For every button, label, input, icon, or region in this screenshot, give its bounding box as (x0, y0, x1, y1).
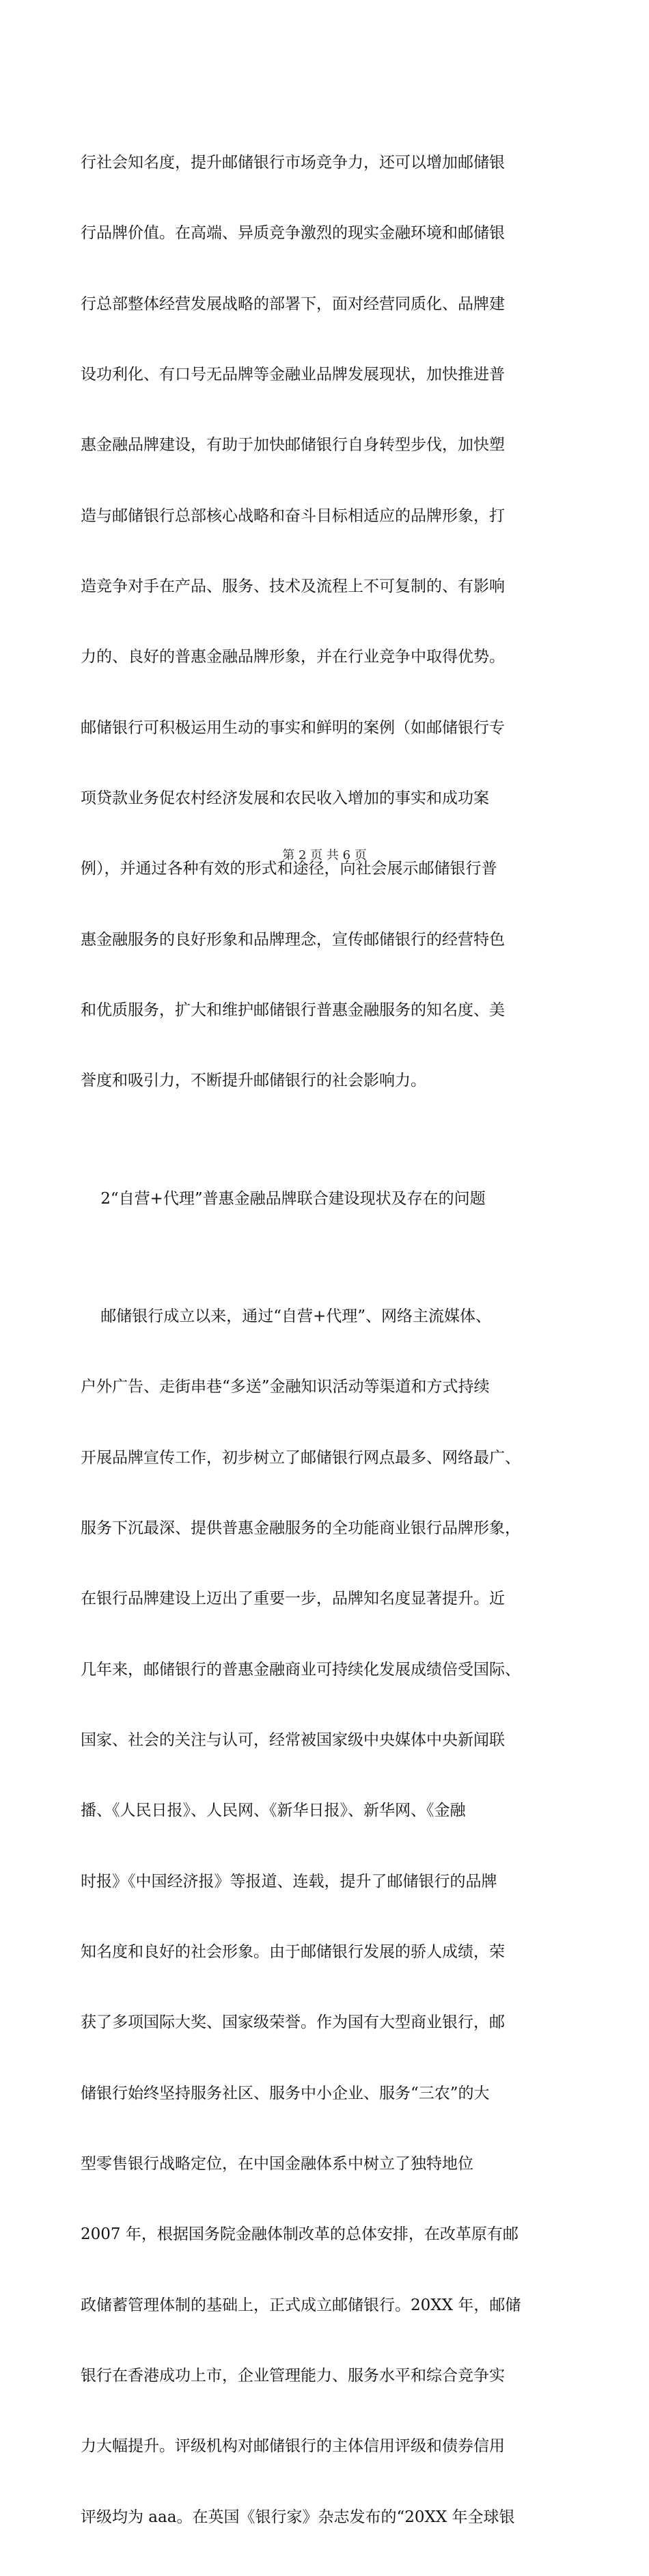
text-line: 项贷款业务促农村经济发展和农民收入增加的事实和成功案 (81, 789, 489, 807)
text-line: 服务下沉最深、提供普惠金融服务的全功能商业银行品牌形象， (81, 1519, 521, 1537)
text-line: 时报》《中国经济报》等报道、连载，提升了邮储银行的品牌 (81, 1872, 497, 1890)
text-line: 造与邮储银行总部核心战略和奋斗目标相适应的品牌形象，打 (81, 506, 505, 525)
text-line: 力的、良好的普惠金融品牌形象，并在行业竞争中取得优势。 (81, 648, 505, 666)
section-heading (81, 1140, 570, 1258)
text-line: 行社会知名度，提升邮储银行市场竞争力，还可以增加邮储银 (81, 153, 505, 172)
text-line: 知名度和良好的社会形象。由于邮储银行发展的骄人成绩，荣 (81, 1942, 505, 1961)
text-line: 获了多项国际大奖、国家级荣誉。作为国有大型商业银行，邮 (81, 2014, 505, 2032)
text-line: 储银行始终坚持服务社区、服务中小企业、服务“三农”的大 (81, 2084, 490, 2102)
body-paragraph (81, 1258, 570, 2576)
document-body (81, 104, 570, 2576)
text-line: 评级均为 aaa。在英国《银行家》杂志发布的“20XX 年全球银 (81, 2508, 515, 2526)
text-line: 国家、社会的关注与认可，经常被国家级中央媒体中央新闻联 (81, 1731, 505, 1749)
heading-line: 2“自营+代理”普惠金融品牌联合建设现状及存在的问题 (81, 1189, 486, 1208)
text-line: 行总部整体经营发展战略的部署下，面对经营同质化、品牌建 (81, 295, 505, 313)
text-line: 开展品牌宣传工作，初步树立了邮储银行网点最多、网络最广、 (81, 1448, 521, 1467)
text-line: 邮储银行可积极运用生动的事实和鲜明的案例（如邮储银行专 (81, 718, 505, 737)
text-line: 型零售银行战略定位，在中国金融体系中树立了独特地位 (81, 2155, 473, 2173)
text-line: 政储蓄管理体制的基础上，正式成立邮储银行。20XX 年，邮储 (81, 2296, 521, 2314)
page-number-footer: 第 2 页 共 6 页 (282, 848, 367, 863)
text-line: 几年来，邮储银行的普惠金融商业可持续化发展成绩倍受国际、 (81, 1660, 521, 1679)
text-line: 誉度和吸引力，不断提升邮储银行的社会影响力。 (81, 1072, 426, 1090)
text-line: 户外广告、走街串巷“多送”金融知识活动等渠道和方式持续 (81, 1378, 490, 1396)
text-line: 和优质服务，扩大和维护邮储银行普惠金融服务的知名度、美 (81, 1001, 505, 1020)
text-line: 设功利化、有口号无品牌等金融业品牌发展现状，加快推进普 (81, 365, 505, 383)
text-line: 银行在香港成功上市，企业管理能力、服务水平和综合竞争实 (81, 2367, 505, 2385)
text-line: 播、《人民日报》、人民网、《新华日报》、新华网、《金融 (81, 1802, 466, 1820)
text-line: 力大幅提升。评级机构对邮储银行的主体信用评级和债券信用 (81, 2437, 505, 2456)
text-line: 在银行品牌建设上迈出了重要一步，品牌知名度显著提升。近 (81, 1590, 505, 1608)
text-line: 行品牌价值。在高端、异质竞争激烈的现实金融环境和邮储银 (81, 224, 505, 243)
text-line: 惠金融服务的良好形象和品牌理念，宣传邮储银行的经营特色 (81, 930, 505, 949)
text-line: 邮储银行成立以来，通过“自营+代理”、网络主流媒体、 (81, 1307, 492, 1325)
text-line: 2007 年，根据国务院金融体制改革的总体安排，在改革原有邮 (81, 2225, 519, 2244)
text-line: 造竞争对手在产品、服务、技术及流程上不可复制的、有影响 (81, 577, 505, 595)
text-line: 惠金融品牌建设，有助于加快邮储银行自身转型步伐，加快塑 (81, 436, 505, 455)
body-paragraph (81, 104, 570, 1140)
text-line: 例），并通过各种有效的形式和途径，向社会展示邮储银行普 (81, 860, 497, 878)
